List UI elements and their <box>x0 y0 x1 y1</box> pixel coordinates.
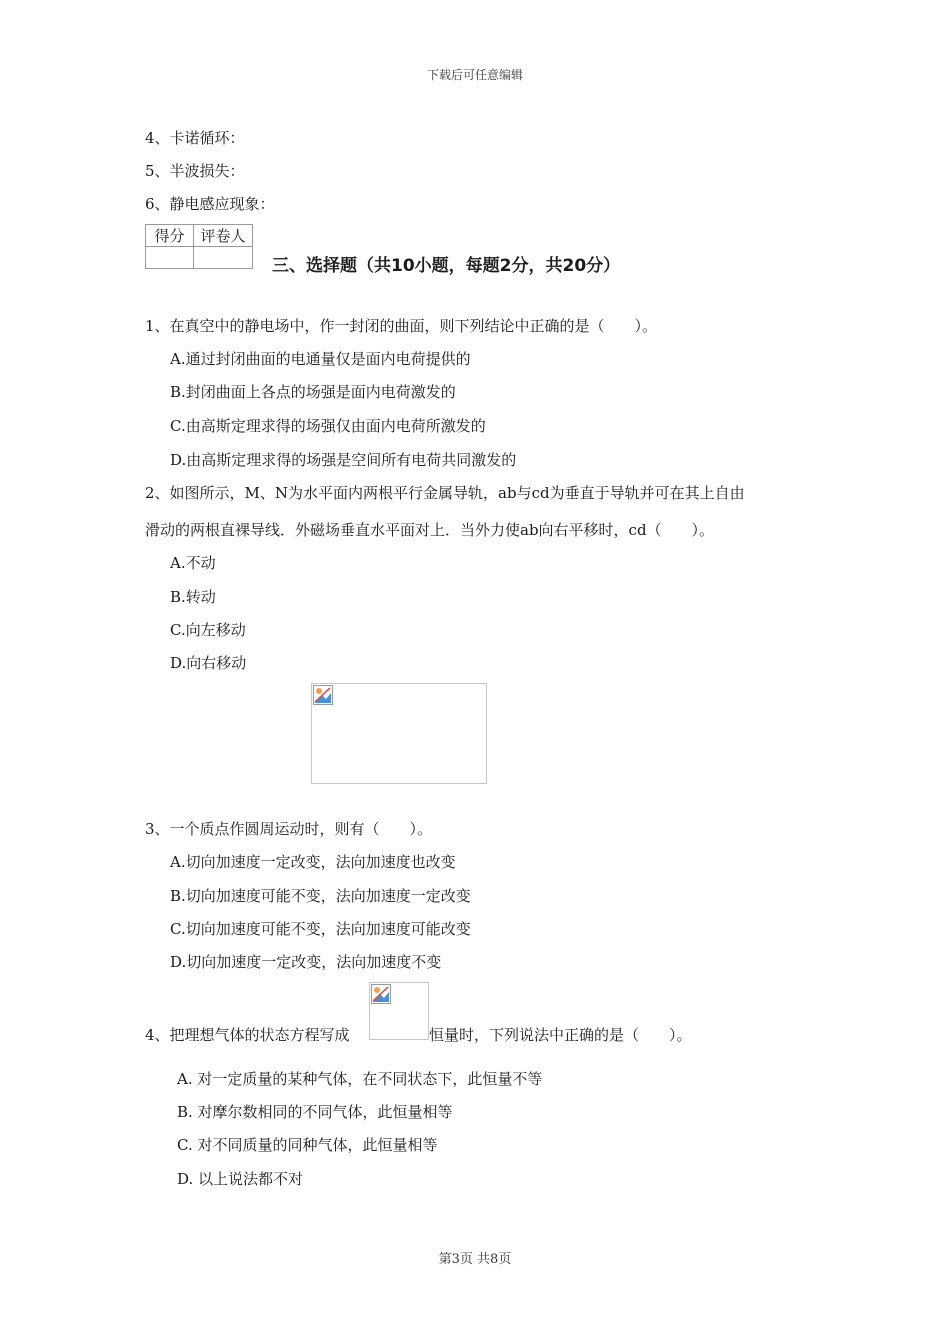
question-stem: 2、如图所示，M、N为水平面内两根平行金属导轨，ab与cd为垂直于导轨并可在其上自由 <box>145 484 745 502</box>
broken-image-icon <box>313 685 333 705</box>
question-stem: 3、一个质点作圆周运动时，则有（ ）。 <box>145 820 433 838</box>
page-header: 下载后可任意编辑 <box>426 68 523 82</box>
question-option: B. 对摩尔数相同的不同气体，此恒量相等 <box>177 1103 453 1121</box>
score-header: 得分 <box>146 225 194 247</box>
question-option: D.由高斯定理求得的场强是空间所有电荷共同激发的 <box>170 451 517 469</box>
question-option: B.切向加速度可能不变，法向加速度一定改变 <box>170 887 471 905</box>
question-option: A.不动 <box>170 554 216 572</box>
question-option: D. 以上说法都不对 <box>177 1170 304 1188</box>
question-option: C.向左移动 <box>170 621 246 639</box>
question-option: C. 对不同质量的同种气体，此恒量相等 <box>177 1136 438 1154</box>
section-title: 三、选择题（共10小题，每题2分，共20分） <box>272 256 621 276</box>
grader-cell <box>194 247 253 269</box>
equation-placeholder <box>369 982 429 1040</box>
figure-placeholder <box>311 683 487 784</box>
question-option: A.通过封闭曲面的电通量仅是面内电荷提供的 <box>170 350 471 368</box>
score-cell <box>146 247 194 269</box>
question-stem: 1、在真空中的静电场中，作一封闭的曲面，则下列结论中正确的是（ ）。 <box>145 317 658 335</box>
question-option: B.转动 <box>170 588 216 606</box>
question-option: A.切向加速度一定改变，法向加速度也改变 <box>170 853 456 871</box>
definition-item: 6、静电感应现象： <box>145 195 275 213</box>
question-option: D.切向加速度一定改变，法向加速度不变 <box>170 953 442 971</box>
question-stem: 4、把理想气体的状态方程写成 <box>145 1026 350 1044</box>
definition-item: 4、卡诺循环： <box>145 129 245 147</box>
question-option: A. 对一定质量的某种气体，在不同状态下，此恒量不等 <box>177 1070 543 1088</box>
definition-item: 5、半波损失： <box>145 162 245 180</box>
question-stem: 恒量时，下列说法中正确的是（ ）。 <box>429 1026 692 1044</box>
question-option: C.由高斯定理求得的场强仅由面内电荷所激发的 <box>170 417 486 435</box>
page-footer: 第3页 共8页 <box>438 1252 512 1267</box>
broken-image-icon <box>371 984 391 1004</box>
question-option: C.切向加速度可能不变，法向加速度可能改变 <box>170 920 471 938</box>
score-table <box>145 224 253 269</box>
question-option: D.向右移动 <box>170 654 247 672</box>
question-stem: 滑动的两根直裸导线．外磁场垂直水平面对上．当外力使ab向右平移时，cd（ ）。 <box>145 521 715 539</box>
question-option: B.封闭曲面上各点的场强是面内电荷激发的 <box>170 383 456 401</box>
grader-header: 评卷人 <box>194 225 253 247</box>
